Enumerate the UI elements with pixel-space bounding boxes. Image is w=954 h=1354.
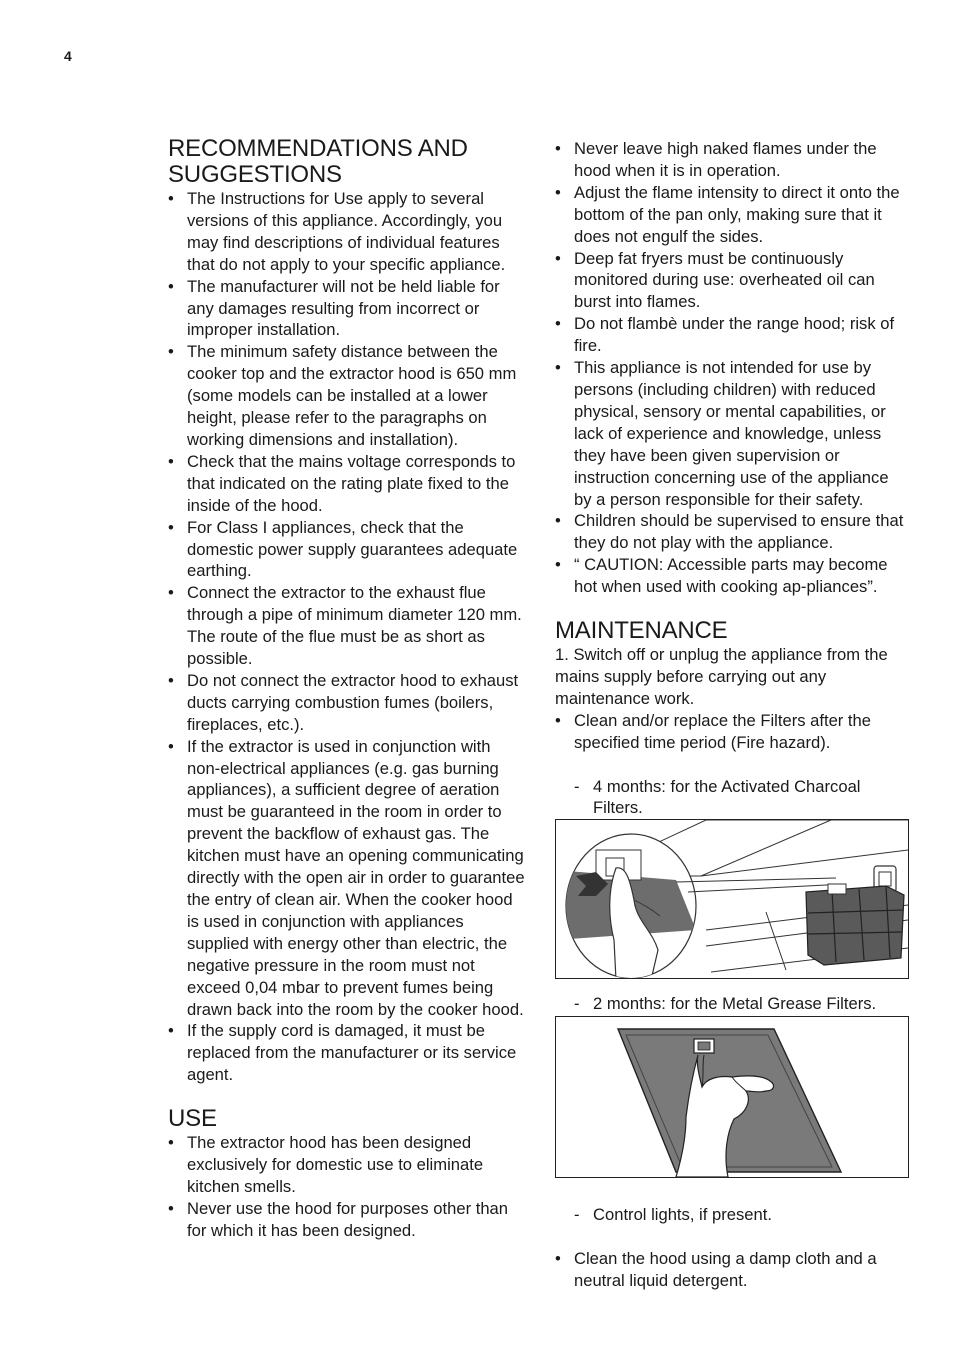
list-item: • The minimum safety distance between the cooker top and the extractor hood is 650 mm (some models can be installed at a lower height, please refer to the paragraphs on working dimensions and installation). (168, 341, 528, 451)
use-list-part1 (168, 1132, 528, 1242)
list-item: • This appliance is not intended for use by persons (including children) with reduced physical, sensory or mental capabilities, or lack of experience and knowledge, unless they have been given supervision or instruction concerning use of the appliance by a person responsible for their safety. (555, 357, 910, 510)
list-item: • Do not flambè under the range hood; risk of fire. (555, 313, 910, 357)
left-column (168, 136, 528, 1242)
list-item: • Never leave high naked flames under the hood when it is in operation. (555, 138, 910, 182)
cleaning-list (555, 1248, 910, 1292)
recommendations-heading: RECOMMENDATIONS AND SUGGESTIONS (168, 135, 468, 188)
list-item: • Do not connect the extractor hood to exhaust ducts carrying combustion fumes (boilers, fireplaces, etc.). (168, 670, 528, 736)
recommendations-list (168, 188, 528, 1086)
right-column (555, 138, 910, 1292)
list-item: • Deep fat fryers must be continuously monitored during use: overheated oil can burst into flames. (555, 248, 910, 314)
list-item: • The Instructions for Use apply to several versions of this appliance. Accordingly, you may find descriptions of individual features that do not apply to your specific appliance. (168, 188, 528, 276)
grease-filter-interval: - 2 months: for the Metal Grease Filters. (555, 993, 910, 1015)
maintenance-heading: MAINTENANCE (555, 617, 728, 645)
list-item: • Adjust the flame intensity to direct it onto the bottom of the pan only, making sure that it does not engulf the sides. (555, 182, 910, 248)
list-item: • The extractor hood has been designed exclusively for domestic use to eliminate kitchen smells. (168, 1132, 528, 1198)
charcoal-filter-interval: - 4 months: for the Activated Charcoal Filters. (555, 776, 910, 820)
list-item: • Check that the mains voltage corresponds to that indicated on the rating plate fixed to the inside of the hood. (168, 451, 528, 517)
page-number: 4 (64, 48, 72, 64)
list-item: • For Class I appliances, check that the domestic power supply guarantees adequate earthing. (168, 517, 528, 583)
use-list-part2 (555, 138, 910, 598)
maintenance-intro: 1. Switch off or unplug the appliance from the mains supply before carrying out any maintenance work. (555, 645, 888, 708)
list-item: • If the extractor is used in conjunction with non-electrical appliances (e.g. gas burning appliances), a sufficient degree of aeration must be guaranteed in the room in order to prevent the backflow of exhaust gas. The kitchen must have an opening communicating directly with the open air in order to guarantee the entry of clean air. When the cooker hood is used in conjunction with appliances supplied with energy other than electric, the negative pressure in the room must not exceed 0,04 mbar to prevent fumes being drawn back into the room by the cooker hood. (168, 736, 528, 1021)
list-item: • “ CAUTION: Accessible parts may become hot when used with cooking ap-pliances”. (555, 554, 910, 598)
charcoal-filter-drawing (556, 820, 908, 978)
charcoal-filter-illustration (555, 819, 909, 979)
maintenance-list (555, 710, 910, 754)
list-item: • Clean and/or replace the Filters after the specified time period (Fire hazard). (555, 710, 910, 754)
list-item: • Clean the hood using a damp cloth and a neutral liquid detergent. (555, 1248, 910, 1292)
list-item: • If the supply cord is damaged, it must be replaced from the manufacturer or its service agent. (168, 1020, 528, 1086)
control-lights-note: - Control lights, if present. (555, 1204, 910, 1226)
list-item: • Never use the hood for purposes other than for which it has been designed. (168, 1198, 528, 1242)
grease-filter-illustration (555, 1016, 909, 1178)
grease-filter-drawing (556, 1017, 908, 1177)
list-item: • The manufacturer will not be held liable for any damages resulting from incorrect or improper installation. (168, 276, 528, 342)
list-item: • Children should be supervised to ensure that they do not play with the appliance. (555, 510, 910, 554)
use-heading: USE (168, 1105, 217, 1133)
list-item: • Connect the extractor to the exhaust flue through a pipe of minimum diameter 120 mm. The route of the flue must be as short as possible. (168, 582, 528, 670)
